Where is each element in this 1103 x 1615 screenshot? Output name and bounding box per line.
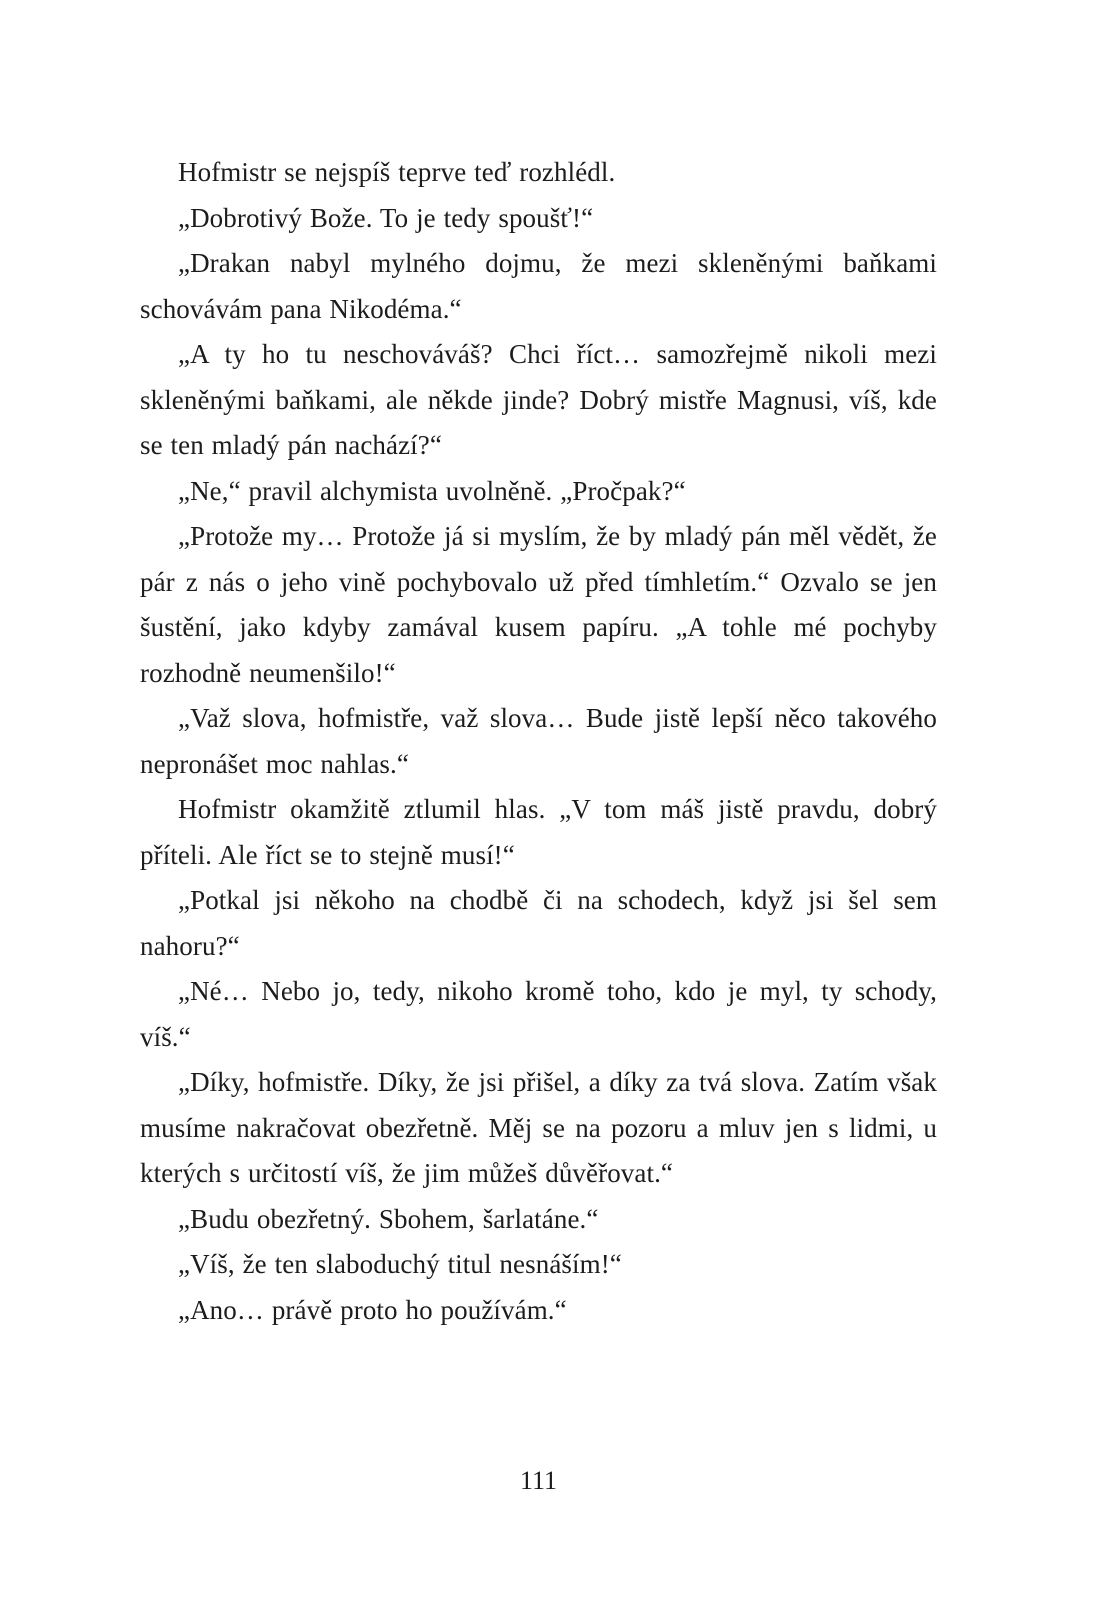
paragraph: „Né… Nebo jo, tedy, nikoho kromě toho, kdo je myl, ty schody, víš.“ bbox=[140, 976, 937, 1052]
paragraph: „Díky, hofmistře. Díky, že jsi přišel, a díky za tvá slova. Zatím však musíme nakračovat obezřetně. Měj se na pozoru a mluv jen s lidmi, u kterých s určitostí víš, že jim můžeš důvěřovat.“ bbox=[140, 1067, 937, 1188]
page-number: 111 bbox=[519, 1466, 558, 1495]
paragraph: „Dobrotivý Bože. To je tedy spoušť!“ bbox=[178, 202, 594, 233]
paragraphs bbox=[140, 150, 937, 1333]
paragraph: „Važ slova, hofmistře, važ slova… Bude jistě lepší něco takového nepronášet moc nahlas.“ bbox=[140, 703, 937, 779]
paragraph: „Ano… právě proto ho používám.“ bbox=[178, 1294, 567, 1325]
paragraph: „Budu obezřetný. Sbohem, šarlatáne.“ bbox=[178, 1203, 599, 1234]
paragraph: „Protože my… Protože já si myslím, že by mladý pán měl vědět, že pár z nás o jeho vině pochybovalo už před tímhletím.“ Ozvalo se jen šustění, jako kdyby zamával kusem papíru. „A tohle mé pochyby rozhodně neumenšilo!“ bbox=[140, 521, 937, 688]
paragraph: „Drakan nabyl mylného dojmu, že mezi skleněnými baňkami schovávám pana Nikodéma.“ bbox=[140, 248, 937, 324]
paragraph: „Víš, že ten slaboduchý titul nesnáším!“ bbox=[178, 1249, 622, 1279]
paragraph: Hofmistr se nejspíš teprve teď rozhlédl. bbox=[178, 157, 616, 187]
paragraph: Hofmistr okamžitě ztlumil hlas. „V tom máš jistě pravdu, dobrý příteli. Ale říct se to stejně musí!“ bbox=[140, 794, 937, 870]
paragraph: „A ty ho tu neschováváš? Chci říct… samozřejmě nikoli mezi skleněnými baňkami, ale někde jinde? Dobrý mistře Magnusi, víš, kde se ten mladý pán nachází?“ bbox=[140, 339, 937, 460]
paragraph: „Potkal jsi někoho na chodbě či na schodech, když jsi šel sem nahoru?“ bbox=[140, 885, 937, 961]
paragraph: „Ne,“ pravil alchymista uvolněně. „Pročpak?“ bbox=[178, 475, 686, 506]
